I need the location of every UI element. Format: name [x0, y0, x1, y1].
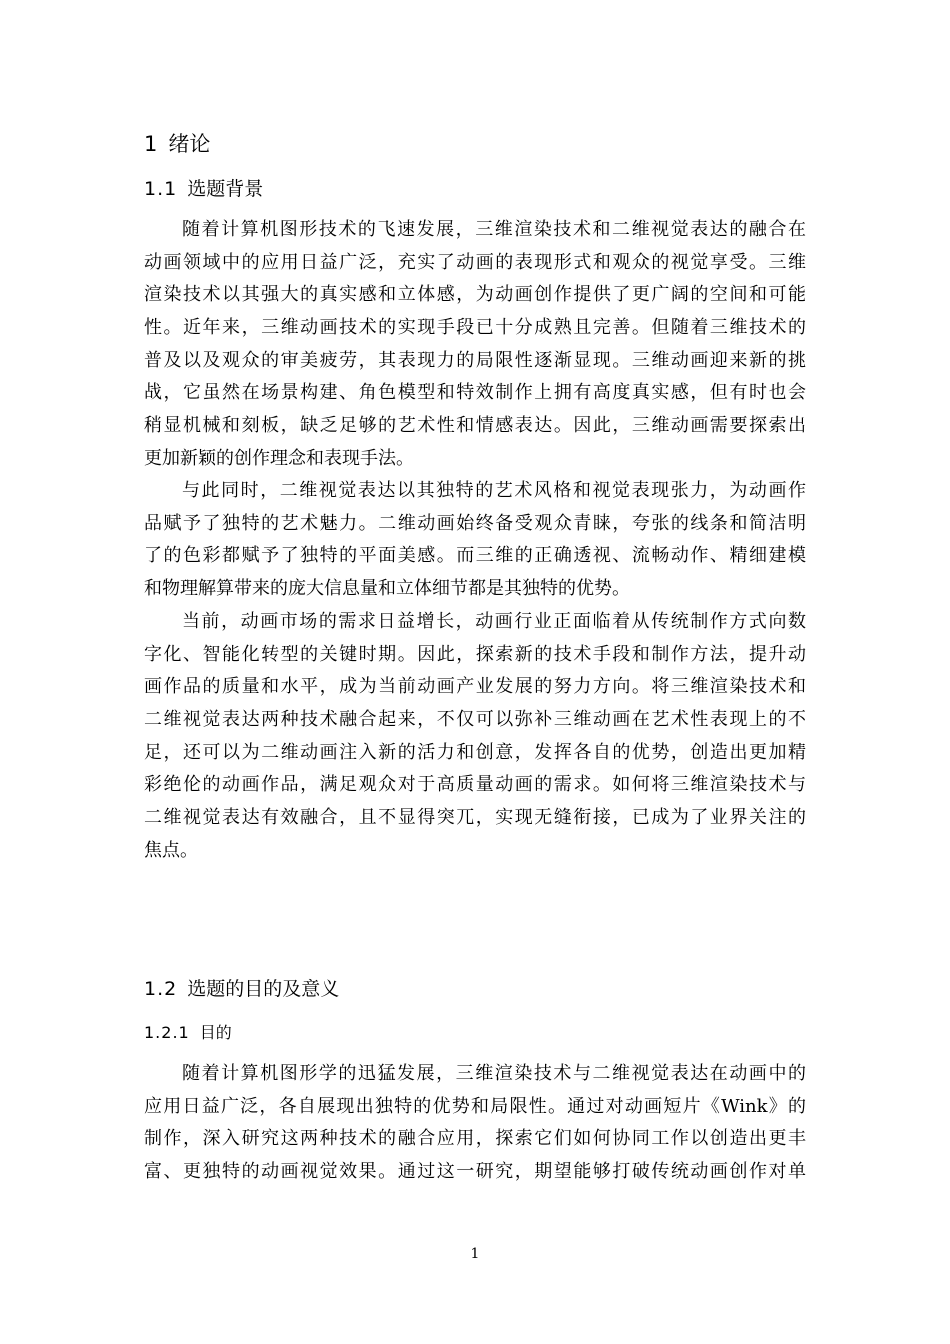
text-line: 制作，深入研究这两种技术的融合应用，探索它们如何协同工作以创造出更丰	[144, 1128, 806, 1150]
text-line: 品赋予了独特的艺术魅力。二维动画始终备受观众青睐，夸张的线条和简洁明	[144, 512, 806, 534]
section-number: 1.2	[144, 978, 178, 1000]
section-number: 1.1	[144, 178, 178, 200]
paragraph	[144, 214, 806, 476]
page-number: 1	[470, 1246, 480, 1262]
chapter-title: 绪论	[168, 132, 211, 156]
text-line: 字化、智能化转型的关键时期。因此，探索新的技术手段和制作方法，提升动	[144, 643, 806, 665]
paragraph	[144, 606, 806, 868]
text-line: 彩绝伦的动画作品，满足观众对于高质量动画的需求。如何将三维渲染技术与	[144, 774, 806, 796]
text-line: 普及以及观众的审美疲劳，其表现力的局限性逐渐显现。三维动画迎来新的挑	[144, 349, 806, 371]
text-line: 渲染技术以其强大的真实感和立体感，为动画创作提供了更广阔的空间和可能	[144, 284, 806, 306]
text-line: 应用日益广泛，各自展现出独特的优势和局限性。通过对动画短片《Wink》的	[144, 1095, 806, 1117]
text-line: 战，它虽然在场景构建、角色模型和特效制作上拥有高度真实感，但有时也会	[144, 382, 806, 404]
section-title: 选题的目的及意义	[187, 978, 340, 1000]
section-heading-1-1	[144, 174, 263, 204]
paragraph	[144, 475, 806, 606]
text-line: 和物理解算带来的庞大信息量和立体细节都是其独特的优势。	[144, 578, 630, 600]
section-title: 选题背景	[187, 178, 264, 200]
text-line: 动画领域中的应用日益广泛，充实了动画的表现形式和观众的视觉享受。三维	[144, 251, 806, 273]
subsection-number: 1.2.1	[144, 1023, 190, 1042]
text-line: 当前，动画市场的需求日益增长，动画行业正面临着从传统制作方式向数	[182, 611, 806, 632]
section-heading-1-2	[144, 974, 339, 1004]
text-line: 焦点。	[144, 839, 198, 861]
text-line: 了的色彩都赋予了独特的平面美感。而三维的正确透视、流畅动作、精细建模	[144, 545, 806, 567]
chapter-heading	[144, 128, 210, 160]
text-line: 性。近年来，三维动画技术的实现手段已十分成熟且完善。但随着三维技术的	[144, 317, 806, 339]
text-line: 二维视觉表达两种技术融合起来，不仅可以弥补三维动画在艺术性表现上的不	[144, 709, 806, 731]
text-line: 富、更独特的动画视觉效果。通过这一研究，期望能够打破传统动画创作对单	[144, 1161, 806, 1183]
text-line: 随着计算机图形学的迅猛发展，三维渲染技术与二维视觉表达在动画中的	[182, 1063, 806, 1084]
text-line: 画作品的质量和水平，成为当前动画产业发展的努力方向。将三维渲染技术和	[144, 676, 806, 698]
text-line: 稍显机械和刻板，缺乏足够的艺术性和情感表达。因此，三维动画需要探索出	[144, 415, 806, 437]
subsection-heading-1-2-1	[144, 1020, 232, 1046]
text-line: 随着计算机图形技术的飞速发展，三维渲染技术和二维视觉表达的融合在	[182, 219, 806, 240]
text-line: 更加新颖的创作理念和表现手法。	[144, 447, 414, 469]
text-line: 与此同时，二维视觉表达以其独特的艺术风格和视觉表现张力，为动画作	[182, 480, 806, 501]
subsection-title: 目的	[199, 1023, 232, 1042]
chapter-number: 1	[144, 132, 159, 156]
text-line: 二维视觉表达有效融合，且不显得突兀，实现无缝衔接，已成为了业界关注的	[144, 807, 806, 829]
text-line: 足，还可以为二维动画注入新的活力和创意，发挥各自的优势，创造出更加精	[144, 741, 806, 763]
paragraph	[144, 1058, 806, 1189]
